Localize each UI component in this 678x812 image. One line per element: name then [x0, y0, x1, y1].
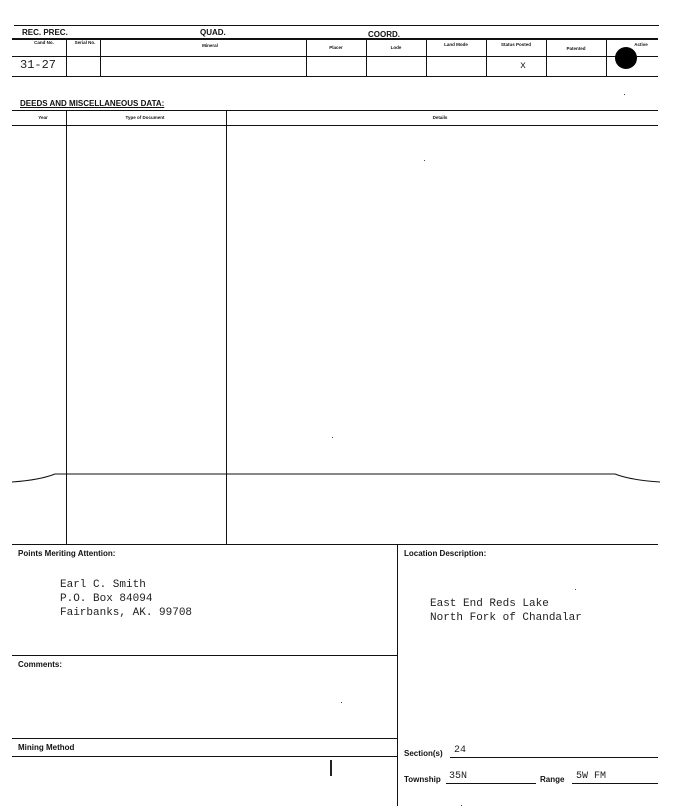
- claims-col-divider: [486, 39, 487, 76]
- claims-row-rule: [12, 76, 658, 77]
- points-line: Fairbanks, AK. 99708: [60, 607, 193, 619]
- mining-method-label: Mining Method: [18, 743, 75, 752]
- scan-speck: [341, 702, 342, 703]
- col-patented: Patented: [566, 46, 586, 51]
- mining-method-rule: [12, 738, 397, 739]
- col-year: Year: [38, 115, 48, 120]
- section-field-rule: [450, 757, 658, 758]
- scan-speck: [575, 589, 576, 590]
- section-label: Section(s): [404, 749, 443, 758]
- col-placer: Placer: [329, 45, 343, 50]
- claims-col-divider: [306, 39, 307, 76]
- rec-prec-label: REC. PREC.: [22, 28, 68, 37]
- quad-label: QUAD.: [200, 28, 226, 37]
- location-line: East End Reds Lake: [430, 598, 549, 610]
- deeds-title: DEEDS AND MISCELLANEOUS DATA:: [20, 99, 165, 108]
- claims-col-divider: [546, 39, 547, 76]
- comments-rule: [12, 655, 397, 656]
- scan-speck: [424, 160, 425, 161]
- lower-center-divider: [397, 544, 398, 806]
- mining-method-field-rule: [12, 756, 397, 757]
- deeds-top-rule: [12, 110, 658, 111]
- header-top-rule: [14, 25, 659, 26]
- claims-col-divider: [606, 39, 607, 76]
- col-lode: Lode: [390, 45, 402, 50]
- cand-no-value: 31-27: [20, 58, 57, 72]
- section-value: 24: [454, 745, 467, 756]
- scan-speck: [624, 94, 625, 95]
- comments-label: Comments:: [18, 660, 63, 669]
- claims-col-divider: [366, 39, 367, 76]
- township-value: 35N: [449, 771, 468, 782]
- col-active: Active: [634, 42, 648, 47]
- status-posted-value: x: [520, 61, 527, 72]
- fold-crease-line: [0, 462, 678, 492]
- location-line: North Fork of Chandalar: [430, 612, 582, 624]
- header-rule: [12, 38, 658, 40]
- claims-col-divider: [100, 39, 101, 76]
- points-line: Earl C. Smith: [60, 579, 146, 591]
- points-label: Points Meriting Attention:: [18, 549, 116, 558]
- deeds-bottom-rule: [12, 544, 658, 545]
- claims-col-divider: [426, 39, 427, 76]
- township-field-rule: [446, 783, 536, 784]
- scan-speck: [461, 805, 462, 806]
- cursor-mark: [330, 760, 332, 776]
- points-line: P.O. Box 84094: [60, 593, 153, 605]
- active-marker-dot: [615, 47, 637, 69]
- range-field-rule: [572, 783, 658, 784]
- col-mineral: Mineral: [202, 43, 218, 48]
- claims-header-rule: [12, 56, 658, 57]
- col-status-posted: Status Posted: [500, 42, 531, 47]
- location-label: Location Description:: [404, 549, 487, 558]
- range-value: 5W FM: [576, 771, 607, 782]
- township-label: Township: [404, 775, 441, 784]
- col-type-of-document: Type of Document: [125, 115, 165, 120]
- col-cand-no: Cand No.: [34, 40, 54, 45]
- coord-label: COORD.: [368, 30, 400, 39]
- col-land-mode: Land Mode: [444, 42, 468, 47]
- scan-speck: [332, 437, 333, 438]
- claims-col-divider: [66, 39, 67, 76]
- col-details: Details: [432, 115, 448, 120]
- range-label: Range: [540, 775, 565, 784]
- deeds-header-rule: [12, 125, 658, 126]
- col-serial-no: Serial No.: [74, 40, 96, 45]
